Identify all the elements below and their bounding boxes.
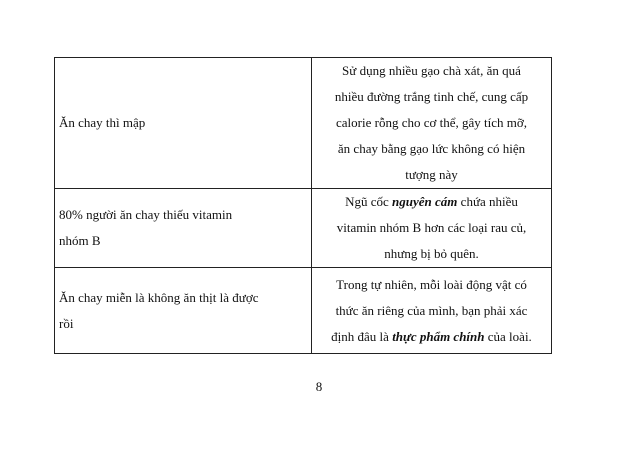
emphasis-text: nguyên cám (392, 194, 458, 209)
text-line: vitamin nhóm B hơn các loại rau củ, (336, 220, 527, 235)
text-segment: định đâu là (331, 328, 393, 344)
table-row (55, 58, 552, 189)
table-row (55, 189, 552, 268)
text-line: ăn chay bằng gạo lức không có hiện (337, 141, 526, 156)
page-number: 8 (315, 379, 323, 394)
text-line: 80% người ăn chay thiếu vitamin (59, 207, 233, 222)
text-line: rồi (59, 315, 74, 331)
table-cell-myth (55, 189, 312, 268)
text-segment: của loài. (484, 328, 532, 344)
text-line: Trong tự nhiên, mỗi loài động vật có (336, 276, 527, 292)
text-line: nhưng bị bỏ quên. (384, 246, 479, 261)
text-line: tượng này (405, 167, 458, 182)
text-line: Ăn chay miễn là không ăn thịt là được (59, 289, 259, 305)
text-line (316, 324, 547, 350)
table-row (55, 268, 552, 354)
myth-text: Ăn chay thì mập (59, 115, 146, 130)
text-line: nhóm B (59, 233, 101, 248)
text-line: nhiều đường trắng tinh chế, cung cấp (334, 89, 529, 104)
text-segment: chứa nhiều (457, 194, 518, 209)
text-segment: Ngũ cốc (345, 194, 393, 209)
text-line: calorie rỗng cho cơ thể, gây tích mỡ, (336, 115, 527, 130)
text-line: thức ăn riêng của mình, bạn phải xác (335, 302, 528, 318)
text-line (316, 189, 547, 215)
comparison-table (54, 57, 552, 354)
text-line: Sử dụng nhiều gạo chà xát, ăn quá (342, 63, 521, 78)
table-cell-myth (55, 268, 312, 354)
table-cell-myth (55, 58, 312, 189)
table-cell-explanation (312, 189, 552, 268)
emphasis-text: thực phẩm chính (392, 328, 485, 344)
table-cell-explanation (312, 58, 552, 189)
table-cell-explanation (312, 268, 552, 354)
